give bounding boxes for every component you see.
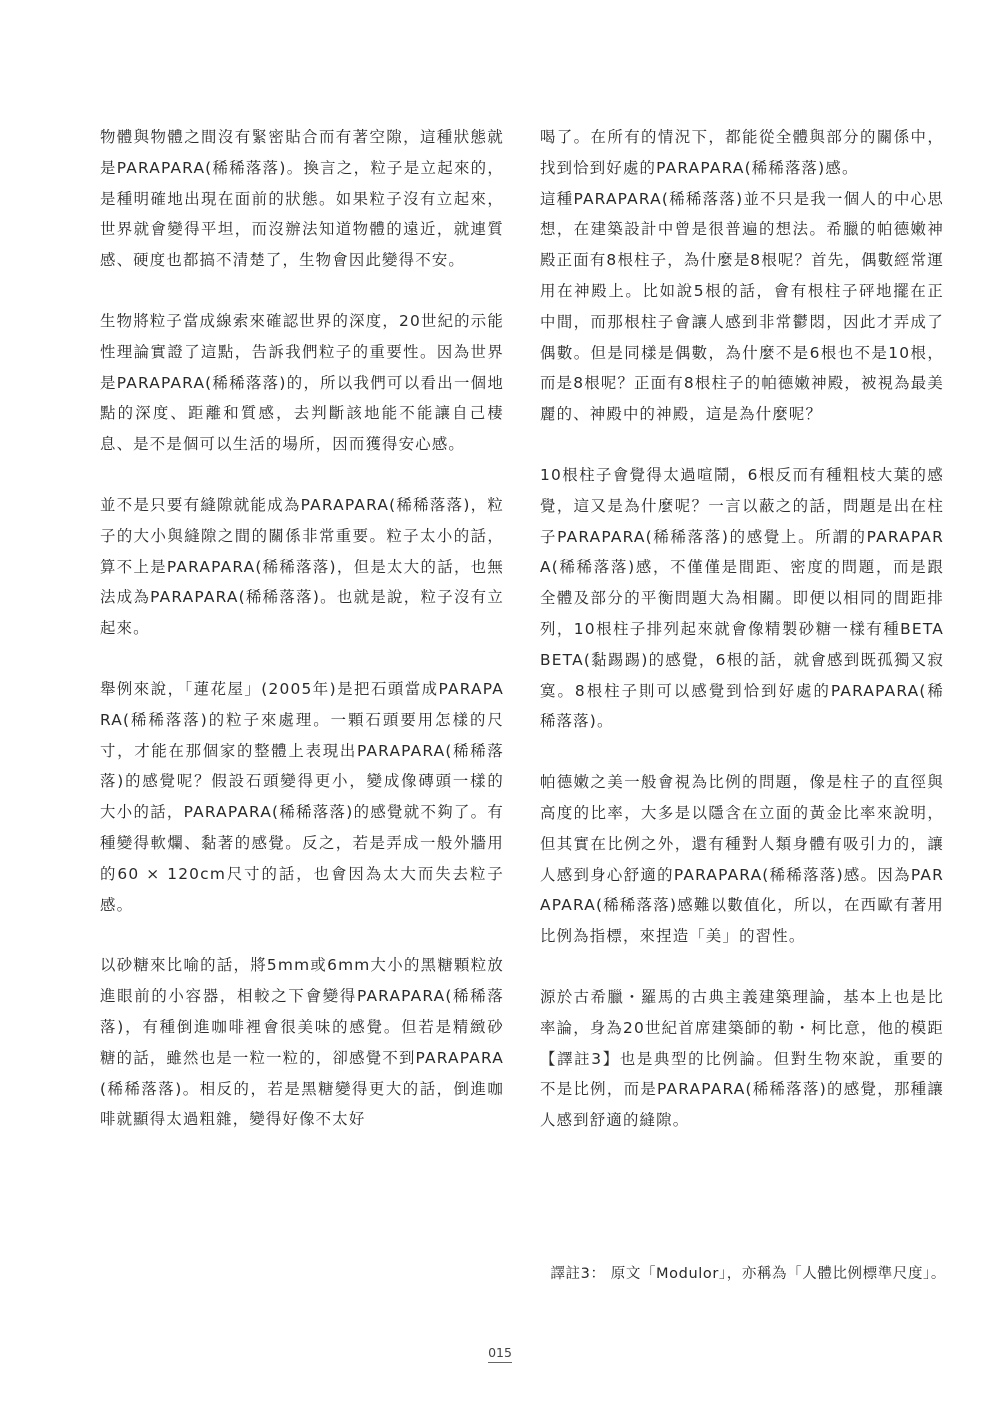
body-paragraph: 源於古希臘・羅馬的古典主義建築理論，基本上也是比率論，身為20世紀首席建築師的勒・柯比意，他的模距【譯註3】也是典型的比例論。但對生物來說，重要的不是比例，而是PARAPARA(稀稀落落)的感覺，那種讓人感到舒適的縫隙。 (540, 987, 944, 1130)
body-paragraph: 生物將粒子當成線索來確認世界的深度，20世紀的示能性理論實證了這點，告訴我們粒子的重要性。因為世界是PARAPARA(稀稀落落)的，所以我們可以看出一個地點的深度、距離和質感，去判斷該地能不能讓自己棲息、是不是個可以生活的場所，因而獲得安心感。 (100, 311, 504, 454)
body-paragraph: 舉例來說，「蓮花屋」(2005年)是把石頭當成PARAPARA(稀稀落落)的粒子來處理。一顆石頭要用怎樣的尺寸，才能在那個家的整體上表現出PARAPARA(稀稀落落)的感覺呢？假設石頭變得更小，變成像磚頭一樣的大小的話，PARAPARA(稀稀落落)的感覺就不夠了。有種變得軟爛、黏著的感覺。反之，若是弄成一般外牆用的60 × 120cm尺寸的話，也會因為太大而失去粒子感。 (100, 679, 504, 914)
right-column (540, 122, 944, 1166)
page-number (0, 1345, 1000, 1363)
body-paragraph: 並不是只要有縫隙就能成為PARAPARA(稀稀落落)，粒子的大小與縫隙之間的關係非常重要。粒子太小的話，算不上是PARAPARA(稀稀落落)，但是太大的話，也無法成為PARAPARA(稀稀落落)。也就是說，粒子沒有立起來。 (100, 495, 504, 638)
body-paragraph: 10根柱子會覺得太過喧鬧，6根反而有種粗枝大葉的感覺，這又是為什麼呢？一言以蔽之的話，問題是出在柱子PARAPARA(稀稀落落)的感覺上。所謂的PARAPARA(稀稀落落)感，不僅僅是間距、密度的問題，而是跟全體及部分的平衡問題大為相關。即便以相同的間距排列，10根柱子排列起來就會像精製砂糖一樣有種BETABETA(黏踢踢)的感覺，6根的話，就會感到既孤獨又寂寞。8根柱子則可以感覺到恰到好處的PARAPARA(稀稀落落)。 (540, 465, 944, 731)
body-paragraph: 帕德嫩之美一般會視為比例的問題，像是柱子的直徑與高度的比率，大多是以隱含在立面的黃金比率來說明，但其實在比例之外，還有種對人類身體有吸引力的，讓人感到身心舒適的PARAPARA(稀稀落落)感。因為PARAPARA(稀稀落落)感難以數值化，所以，在西歐有著用比例為指標，來捏造「美」的習性。 (540, 773, 944, 946)
body-paragraph: 這種PARAPARA(稀稀落落)並不只是我一個人的中心思想，在建築設計中曾是很普遍的想法。希臘的帕德嫩神殿正面有8根柱子，為什麼是8根呢？首先，偶數經常運用在神殿上。比如說5根的話，會有根柱子砰地擺在正中間，而那根柱子會讓人感到非常鬱悶，因此才弄成了偶數。但是同樣是偶數，為什麼不是6根也不是10根，而是8根呢？正面有8根柱子的帕德嫩神殿，被視為最美麗的、神殿中的神殿，這是為什麼呢？ (540, 189, 944, 424)
translator-footnote: 譯註3： 原文「Modulor」，亦稱為「人體比例標準尺度」。 (550, 1266, 946, 1282)
body-paragraph: 以砂糖來比喻的話，將5mm或6mm大小的黑糖顆粒放進眼前的小容器，相較之下會變得PARAPARA(稀稀落落)，有種倒進咖啡裡會很美味的感覺。但若是精緻砂糖的話，雖然也是一粒一粒的，卻感覺不到PARAPARA(稀稀落落)。相反的，若是黑糖變得更大的話，倒進咖啡就顯得太過粗雜，變得好像不太好 (100, 956, 504, 1129)
body-paragraph: 喝了。在所有的情況下，都能從全體與部分的關係中，找到恰到好處的PARAPARA(稀稀落落)感。 (540, 128, 944, 177)
left-column (100, 122, 504, 1165)
body-paragraph: 物體與物體之間沒有緊密貼合而有著空隙，這種狀態就是PARAPARA(稀稀落落)。換言之，粒子是立起來的，是種明確地出現在面前的狀態。如果粒子沒有立起來，世界就會變得平坦，而沒辦法知道物體的遠近，就連質感、硬度也都搞不清楚了，生物會因此變得不安。 (100, 128, 504, 270)
page-number-label: 015 (488, 1345, 512, 1363)
